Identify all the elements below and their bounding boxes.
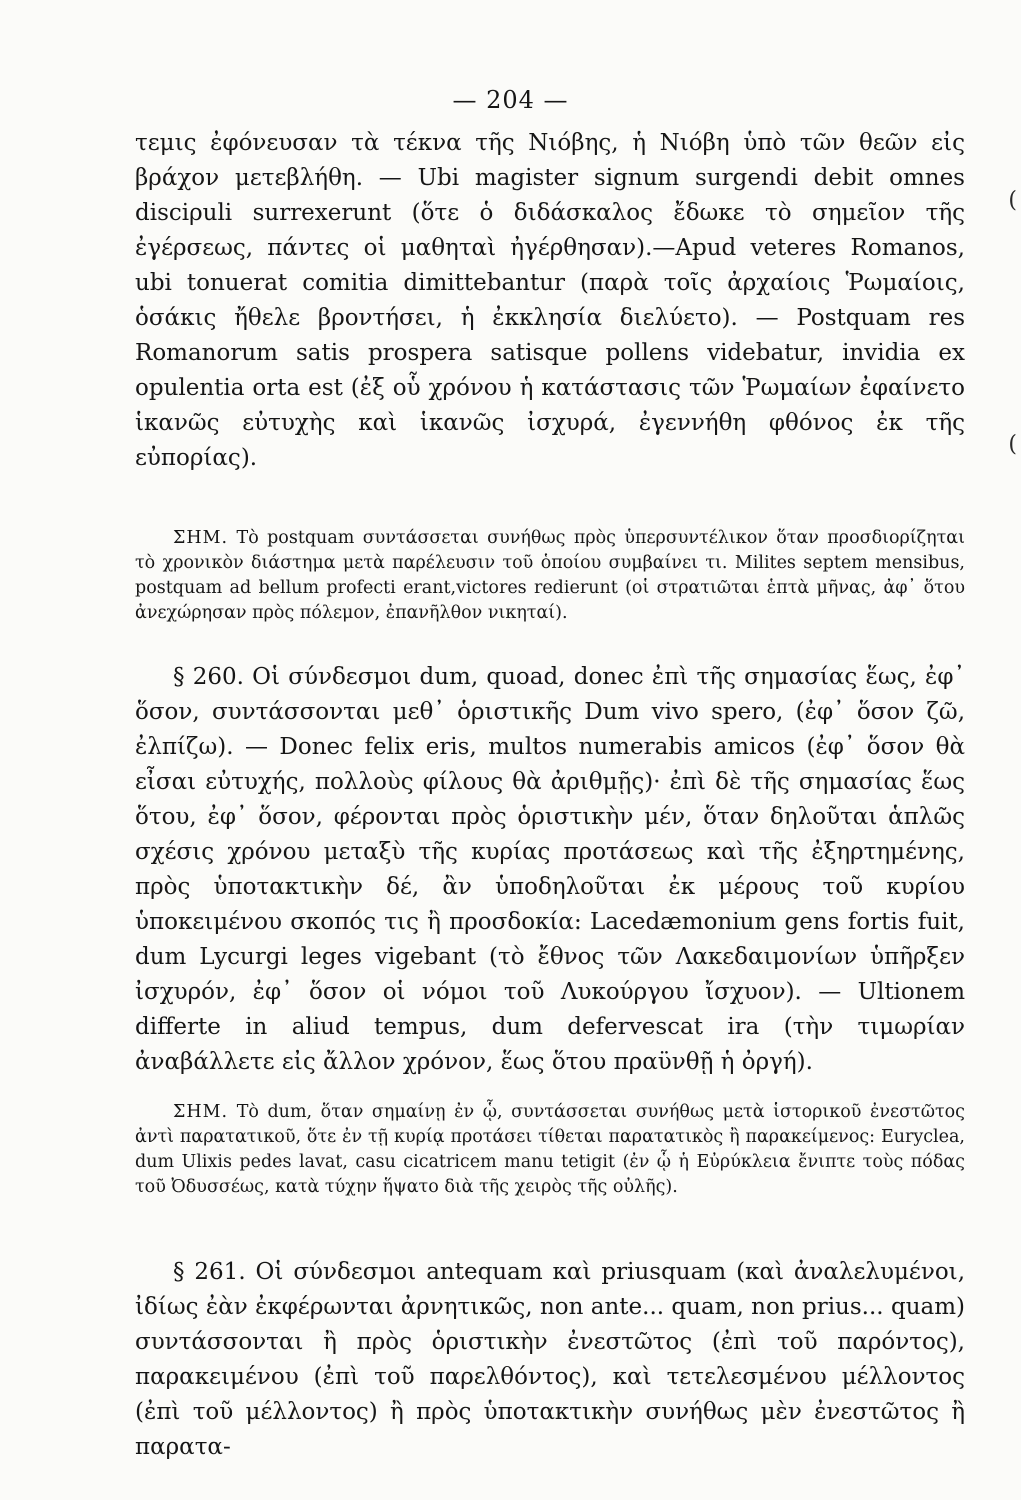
section-260-text: § 260. Οἱ σύνδεσμοι dum, quoad, donec ἐπὶ τῆς σημασίας ἕως, ἐφ᾽ ὅσον, συντάσσονται μεθ᾽ ὁριστικῆς Dum vivo spero, (ἐφ᾽ ὅσον ζῶ, ἐλπίζω). — Donec felix eris, multos numerabis amicos (ἐφ᾽ ὅσον θὰ εἶσαι εὐτυχής, πολλοὺς φίλους θὰ ἀριθμῇς)· ἐπὶ δὲ τῆς σημασίας ἕως ὅτου, ἐφ᾽ ὅσον, φέρονται πρὸς ὁριστικὴν μέν, ὅταν δηλοῦται ἁπλῶς σχέσις χρόνου μεταξὺ τῆς κυρίας προτάσεως καὶ τῆς ἐξηρτημένης, πρὸς ὑποτακτικὴν δέ, ἂν ὑποδηλοῦται ἐκ μέρους τοῦ κυρίου ὑποκειμένου σκοπός τις ἢ προσδοκία: Lacedæmonium gens fortis fuit, dum Lycurgi leges vigebant (τὸ ἔθνος τῶν Λακεδαιμονίων ὑπῆρξεν ἰσχυρόν, ἐφ᾽ ὅσον οἱ νόμοι τοῦ Λυκούργου ἴσχυον). — Ultionem differte in aliud tempus, dum defervescat ira (τὴν τιμωρίαν ἀναβάλλετε εἰς ἄλλον χρόνον, ἕως ὅτου πραϋνθῇ ἡ ὀργή). — [135, 664, 965, 1075]
paragraph-continuation — [135, 126, 965, 476]
note-text — [135, 1100, 965, 1200]
paragraph-text: τεμις ἐφόνευσαν τὰ τέκνα τῆς Νιόβης, ἡ Νιόβη ὑπὸ τῶν θεῶν εἰς βράχον μετεβλήθη. — Ubi magister signum surgendi debit omnes disciρuli surrexerunt (ὅτε ὁ διδάσκαλος ἔδωκε τὸ σημεῖον τῆς ἐγέρσεως, πάντες οἱ μαθηταὶ ἠγέρθησαν).—Apud veteres Romanos, ubi tonuerat comitia dimittebantur (παρὰ τοῖς ἀρχαίοις Ῥωμαίοις, ὁσάκις ἤθελε βροντήσει, ἡ ἐκκλησία διελύετο). — Postquam res Romanorum satis prospera satisque pollens videbatur, invidia ex opulentia orta est (ἐξ οὗ χρόνου ἡ κατάστασις τῶν Ῥωμαίων ἐφαίνετο ἱκανῶς εὐτυχὴς καὶ ἱκανῶς ἰσχυρά, ἐγεννήθη φθόνος ἐκ τῆς εὐπορίας). — [135, 130, 965, 471]
section-261 — [135, 1255, 965, 1465]
note-body: Τὸ dum, ὅταν σημαίνῃ ἐν ᾧ, συντάσσεται συνήθως μετὰ ἱστορικοῦ ἐνεστῶτος ἀντὶ παρατατικοῦ, ὅτε ἐν τῇ κυρίᾳ προτάσει τίθεται παρατατικὸς ἢ παρακείμενος: Euryclea, dum Ulixis pedes lavat, casu cicatricem manu tetigit (ἐν ᾧ ἡ Εὐρύκλεια ἔνιπτε τοὺς πόδας τοῦ Ὀδυσσέως, κατὰ τύχην ἥψατο διὰ τῆς χειρὸς τῆς οὐλῆς). — [135, 1102, 965, 1197]
note-label: ΣΗΜ. — [173, 1102, 229, 1122]
note-postquam — [135, 526, 965, 626]
note-label: ΣΗΜ. — [173, 528, 229, 548]
note-body: Τὸ postquam συντάσσεται συνήθως πρὸς ὑπερσυντέλικον ὅταν προσδιορίζηται τὸ χρονικὸν διάστημα μετὰ παρέλευσιν τοῦ ὁποίου συμβαίνει τι. Milites septem mensibus, postquam ad bellum profecti erant,victores redierunt (οἱ στρατιῶται ἑπτὰ μῆνας, ἀφ᾽ ὅτου ἀνεχώρησαν πρὸς πόλεμον, ἐπανῆλθον νικηταί). — [135, 528, 965, 623]
section-261-text: § 261. Οἱ σύνδεσμοι antequam καὶ priusquam (καὶ ἀναλελυμένοι, ἰδίως ἐὰν ἐκφέρωνται ἀρνητικῶς, non ante... quam, non prius... quam) συντάσσονται ἢ πρὸς ὁριστικὴν ἐνεστῶτος (ἐπὶ τοῦ παρόντος), παρακειμένου (ἐπὶ τοῦ παρελθόντος), καὶ τετελεσμένου μέλλοντος (ἐπὶ τοῦ μέλλοντος) ἢ πρὸς ὑποτακτικὴν συνήθως μὲν ἐνεστῶτος ἢ παρατα- — [135, 1259, 965, 1460]
margin-mark: ( — [1008, 432, 1017, 457]
section-260 — [135, 660, 965, 1080]
page-number: — 204 — — [452, 86, 569, 114]
note-dum — [135, 1100, 965, 1200]
margin-mark: ( — [1008, 188, 1017, 213]
note-text — [135, 526, 965, 626]
